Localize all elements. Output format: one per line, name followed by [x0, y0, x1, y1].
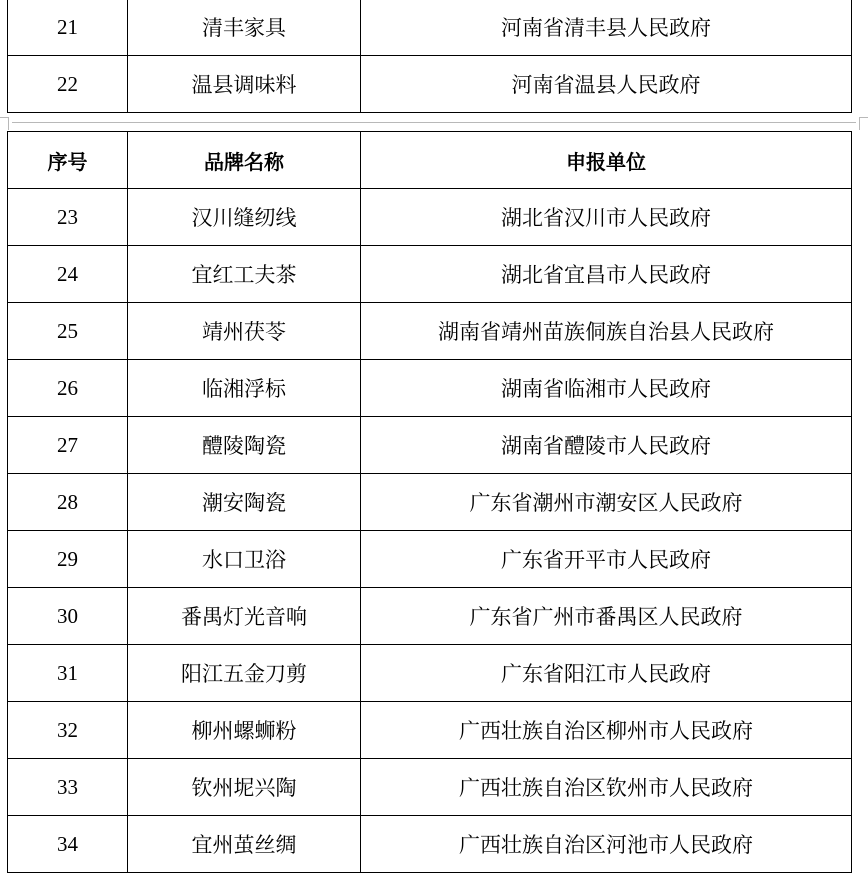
brand-name: 钦州坭兴陶: [128, 759, 361, 816]
applicant-unit: 广西壮族自治区钦州市人民政府: [361, 759, 852, 816]
brand-name: 汉川缝纫线: [128, 189, 361, 246]
table-row: [8, 759, 852, 816]
applicant-unit: 湖南省醴陵市人民政府: [361, 417, 852, 474]
table-row: [8, 189, 852, 246]
applicant-unit: 河南省清丰县人民政府: [361, 0, 852, 56]
row-number: 34: [8, 816, 128, 873]
table-row: [8, 531, 852, 588]
applicant-unit: 湖北省宜昌市人民政府: [361, 246, 852, 303]
applicant-unit: 广东省开平市人民政府: [361, 531, 852, 588]
brand-name: 临湘浮标: [128, 360, 361, 417]
brand-name: 番禺灯光音响: [128, 588, 361, 645]
table-row: [8, 702, 852, 759]
brand-table: [7, 131, 852, 873]
header-brand-name: 品牌名称: [128, 132, 361, 189]
row-number: 33: [8, 759, 128, 816]
applicant-unit: 广东省阳江市人民政府: [361, 645, 852, 702]
brand-name: 温县调味料: [128, 56, 361, 113]
brand-name: 宜红工夫茶: [128, 246, 361, 303]
header-applicant-unit: 申报单位: [361, 132, 852, 189]
table-row: [8, 246, 852, 303]
row-number: 32: [8, 702, 128, 759]
row-number: 23: [8, 189, 128, 246]
page-corner-mark-right: [859, 117, 868, 130]
row-number: 26: [8, 360, 128, 417]
row-number: 31: [8, 645, 128, 702]
brand-name: 靖州茯苓: [128, 303, 361, 360]
table-row: [8, 816, 852, 873]
table-row: [8, 0, 852, 56]
row-number: 29: [8, 531, 128, 588]
row-number: 30: [8, 588, 128, 645]
row-number: 24: [8, 246, 128, 303]
table-row: [8, 303, 852, 360]
row-number: 27: [8, 417, 128, 474]
applicant-unit: 广东省潮州市潮安区人民政府: [361, 474, 852, 531]
applicant-unit: 湖南省临湘市人民政府: [361, 360, 852, 417]
row-number: 25: [8, 303, 128, 360]
applicant-unit: 广西壮族自治区柳州市人民政府: [361, 702, 852, 759]
table-row: [8, 56, 852, 113]
table-row: [8, 588, 852, 645]
row-number: 28: [8, 474, 128, 531]
applicant-unit: 河南省温县人民政府: [361, 56, 852, 113]
brand-name: 清丰家具: [128, 0, 361, 56]
applicant-unit: 广东省广州市番禺区人民政府: [361, 588, 852, 645]
table-header-row: [8, 132, 852, 189]
table-row: [8, 360, 852, 417]
table-row: [8, 417, 852, 474]
brand-name: 柳州螺蛳粉: [128, 702, 361, 759]
brand-name: 阳江五金刀剪: [128, 645, 361, 702]
page-break-separator: [0, 117, 868, 129]
brand-name: 宜州茧丝绸: [128, 816, 361, 873]
table-row: [8, 645, 852, 702]
applicant-unit: 湖北省汉川市人民政府: [361, 189, 852, 246]
page-corner-mark-left: [0, 117, 9, 130]
brand-name: 潮安陶瓷: [128, 474, 361, 531]
header-number: 序号: [8, 132, 128, 189]
applicant-unit: 广西壮族自治区河池市人民政府: [361, 816, 852, 873]
brand-table-continued: [7, 0, 852, 113]
table-row: [8, 474, 852, 531]
applicant-unit: 湖南省靖州苗族侗族自治县人民政府: [361, 303, 852, 360]
page-break-line: [12, 122, 856, 123]
row-number: 21: [8, 0, 128, 56]
row-number: 22: [8, 56, 128, 113]
brand-name: 醴陵陶瓷: [128, 417, 361, 474]
brand-name: 水口卫浴: [128, 531, 361, 588]
